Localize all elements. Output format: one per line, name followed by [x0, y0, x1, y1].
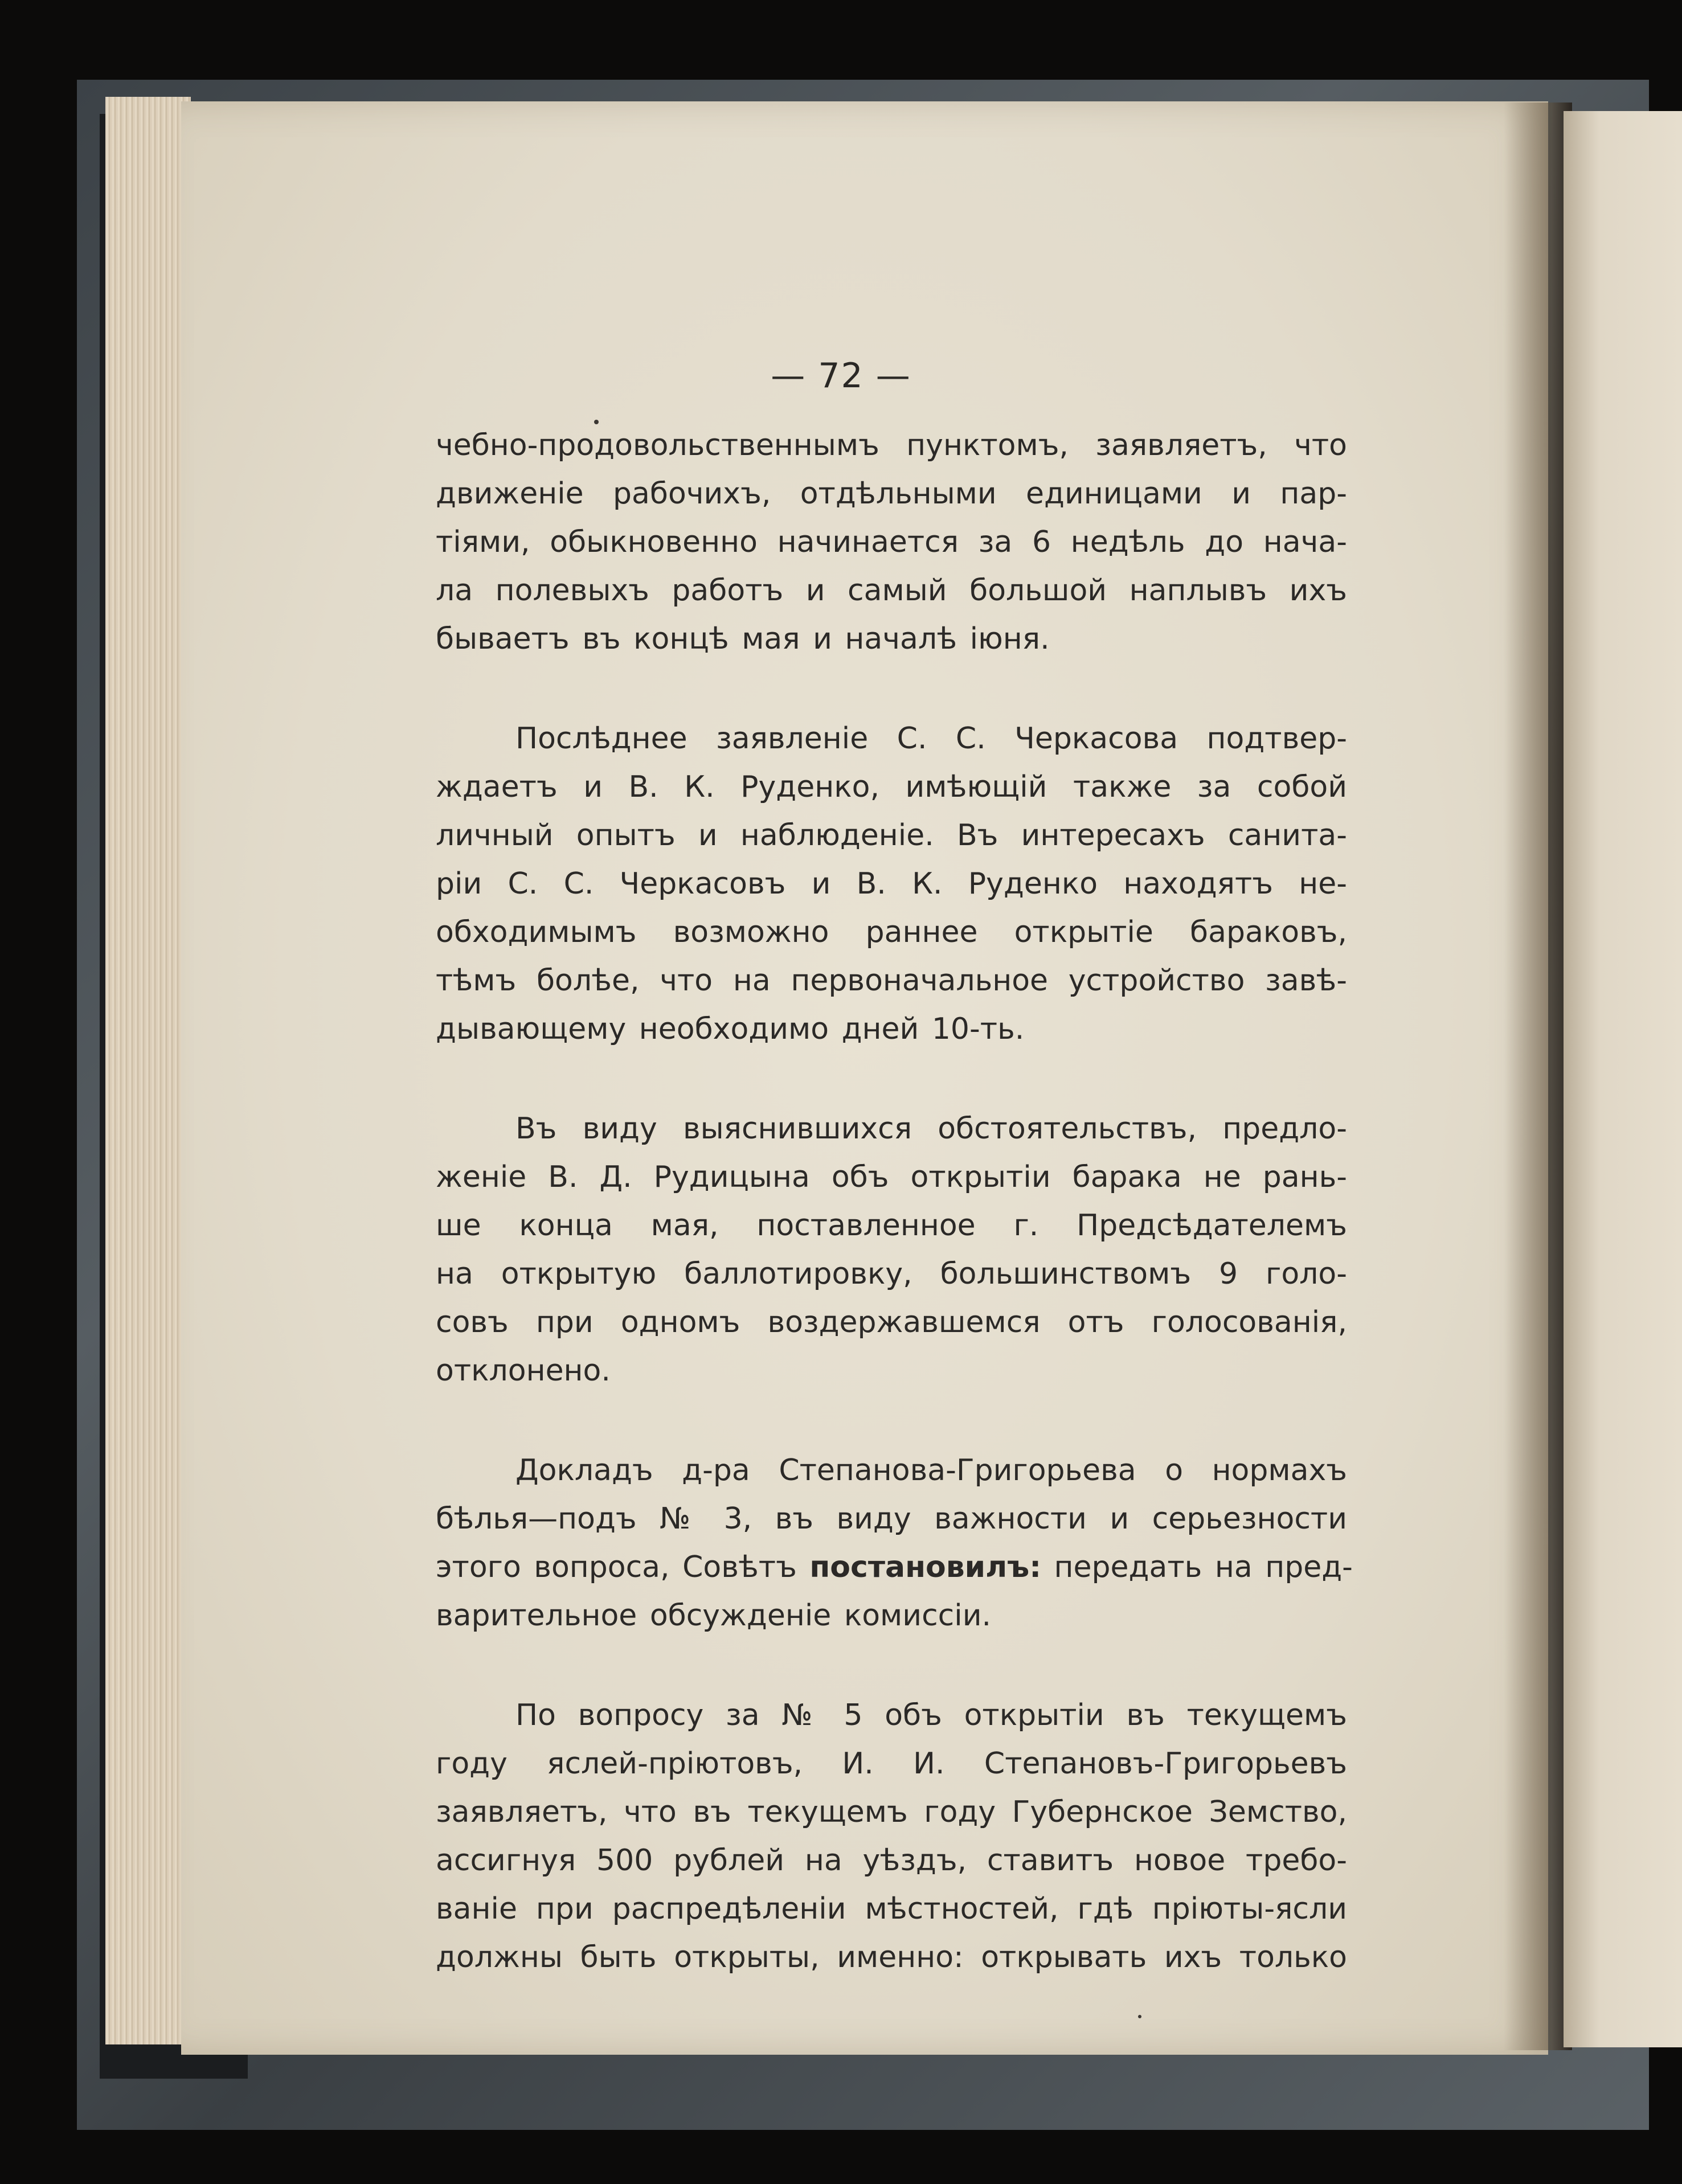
text-line: на открытую баллотировку, большинствомъ 9 голо-: [436, 1257, 1347, 1291]
text-line: бѣлья—подъ № 3, въ виду важности и серьезности: [436, 1502, 1347, 1536]
text-line: отклонено.: [436, 1354, 611, 1388]
text-line: варительное обсужденiе комиссiи.: [436, 1599, 992, 1633]
text-line: году яслей-прiютовъ, И. И. Степановъ-Григорьевъ: [436, 1747, 1347, 1781]
paragraph-3: [436, 1105, 1347, 1395]
text-line: совъ при одномъ воздержавшемся отъ голосованiя,: [436, 1305, 1347, 1339]
text-line: тiями, обыкновенно начинается за 6 недѣль до нача-: [436, 525, 1347, 559]
text-line: ванiе при распредѣленiи мѣстностей, гдѣ прiюты-ясли: [436, 1892, 1347, 1926]
text-line: ла полевыхъ работъ и самый большой наплывъ ихъ: [436, 573, 1347, 608]
facing-page: [1564, 111, 1682, 2047]
paragraph-1: [436, 421, 1347, 663]
paragraph-2: [436, 715, 1347, 1054]
text-line: женiе В. Д. Рудицына объ открытiи барака не рань-: [436, 1160, 1347, 1194]
text-line: ассигнуя 500 рублей на уѣздъ, ставитъ новое требо-: [436, 1843, 1347, 1878]
bold-term: постановилъ:: [809, 1550, 1042, 1584]
body-text: [436, 421, 1353, 1982]
text-line: ждаетъ и В. К. Руденко, имѣющiй также за собой: [436, 770, 1347, 804]
text-line: рiи С. С. Черкасовъ и В. К. Руденко находятъ не-: [436, 867, 1347, 901]
text-line: чебно-продовольственнымъ пунктомъ, заявляетъ, что: [436, 428, 1347, 462]
text-line: тѣмъ болѣе, что на первоначальное устройство завѣ-: [436, 964, 1347, 998]
paragraph-4: [436, 1447, 1353, 1640]
text-line: [436, 1543, 1353, 1592]
page-number: — 72 —: [771, 356, 911, 396]
text-line: По вопросу за № 5 объ открытiи въ текущемъ: [515, 1698, 1347, 1732]
text-run: передать на пред-: [1041, 1550, 1353, 1584]
ink-speck: [1138, 2015, 1141, 2018]
text-line: должны быть открыты, именно: открывать ихъ только: [436, 1940, 1347, 1974]
text-line: заявляетъ, что въ текущемъ году Губернское Земство,: [436, 1795, 1347, 1829]
text-line: ше конца мая, поставленное г. Предсѣдателемъ: [436, 1208, 1347, 1243]
text-line: движенiе рабочихъ, отдѣльными единицами и пар-: [436, 477, 1347, 511]
text-line: Послѣднее заявленiе С. С. Черкасова подтвер-: [515, 722, 1347, 756]
text-line: дывающему необходимо дней 10-ть.: [436, 1012, 1025, 1046]
text-line: Докладъ д-ра Степанова-Григорьева о нормахъ: [515, 1453, 1347, 1488]
text-line: обходимымъ возможно раннее открытiе бараковъ,: [436, 915, 1347, 949]
paragraph-5: [436, 1691, 1347, 1982]
text-line: бываетъ въ концѣ мая и началѣ iюня.: [436, 622, 1050, 656]
text-run: этого вопроса, Совѣтъ: [436, 1550, 810, 1584]
text-line: личный опытъ и наблюденiе. Въ интересахъ санита-: [436, 818, 1347, 853]
text-line: Въ виду выяснившихся обстоятельствъ, предло-: [515, 1112, 1347, 1146]
